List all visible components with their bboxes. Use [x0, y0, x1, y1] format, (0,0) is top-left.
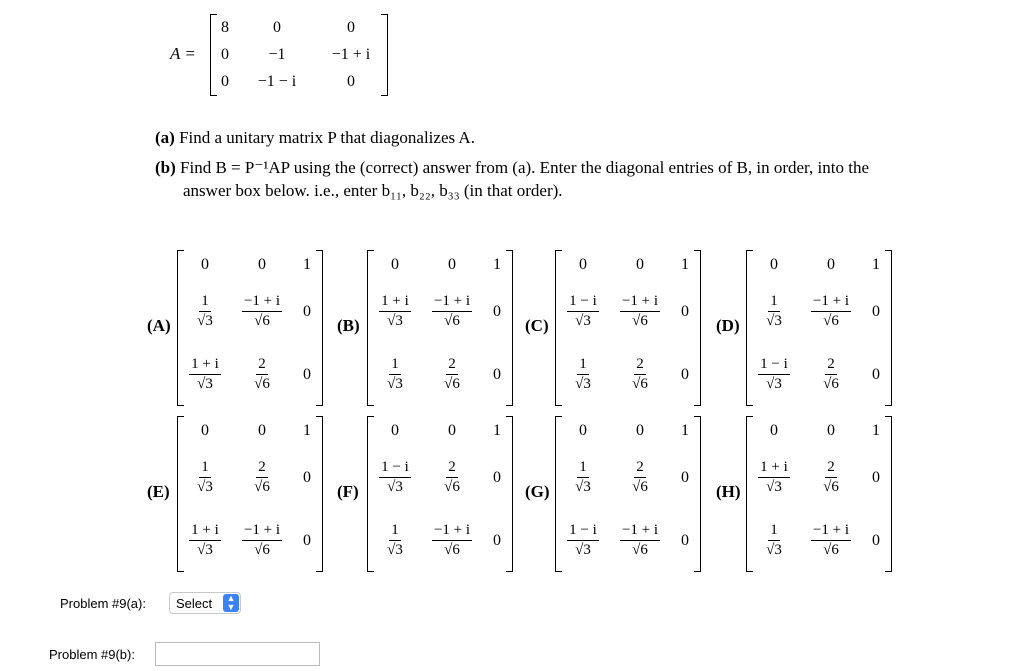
option-matrix-entry: 0: [493, 365, 501, 383]
option-matrix-entry: 1: [681, 422, 689, 439]
option-matrix-entry: $\frac{1 - i}{√3}$: [760, 356, 788, 392]
option-matrix-entry: $\frac{1}{√3}$: [387, 522, 403, 558]
question-b: [155, 157, 1020, 179]
option-matrix-entry: $\frac{1 + i}{√3}$: [760, 459, 788, 495]
option-matrix-entry: 1: [303, 256, 311, 273]
option-matrix-entry: $\frac{1}{√3}$: [766, 522, 782, 558]
option-matrix-entry: 0: [872, 365, 880, 383]
question-b-tag: (b): [155, 158, 176, 177]
option-matrix-entry: $\frac{1}{√3}$: [575, 459, 591, 495]
problem-9b-label: Problem #9(b):: [49, 647, 135, 662]
option-matrix-entry: 0: [872, 468, 880, 486]
option-matrix-entry: 0: [391, 422, 399, 439]
option-matrix-entry: $\frac{2}{√6}$: [444, 356, 460, 392]
question-b-line2: [183, 180, 563, 202]
option-matrix-entry: 0: [872, 531, 880, 549]
option-matrix-entry: $\frac{1}{√3}$: [766, 293, 782, 329]
option-label: (F): [337, 482, 359, 501]
option-matrix-entry: $\frac{-1 + i}{√6}$: [812, 522, 850, 558]
option-matrix-entry: 0: [258, 256, 266, 273]
option-matrix-entry: 0: [770, 422, 778, 439]
option-matrix: [177, 416, 323, 572]
option-matrix-entry: 0: [303, 531, 311, 549]
option-matrix-entry: 1: [493, 256, 501, 273]
option-matrix-entry: 1: [681, 256, 689, 273]
option-matrix-entry: 0: [681, 302, 689, 320]
option-matrix-entry: 0: [681, 365, 689, 383]
option-matrix-entry: $\frac{-1 + i}{√6}$: [433, 522, 471, 558]
option-matrix-entry: 0: [258, 422, 266, 439]
option-matrix-entry: 1: [872, 256, 880, 273]
option-matrix-entry: 0: [303, 468, 311, 486]
option-matrix-entry: 0: [636, 256, 644, 273]
matrix-a-label: A =: [170, 44, 196, 63]
matrix-a-entry: −1 − i: [257, 73, 297, 91]
question-a-text: Find a unitary matrix P that diagonalizes A.: [179, 128, 475, 147]
option-matrix-entry: 0: [636, 422, 644, 439]
option-matrix-entry: 0: [303, 365, 311, 383]
question-b-text-line1: Find B = P⁻¹AP using the (correct) answer from (a). Enter the diagonal entries of B, in order, into the: [180, 158, 869, 177]
option-matrix-entry: 0: [681, 468, 689, 486]
option-matrix-entry: $\frac{1 - i}{√3}$: [381, 459, 409, 495]
option-matrix-entry: 1: [493, 422, 501, 439]
matrix-a-entry: 0: [221, 45, 229, 63]
matrix-a-entry: −1 + i: [331, 45, 371, 63]
option-matrix: [555, 250, 701, 406]
question-a-tag: (a): [155, 128, 175, 147]
option-matrix-entry: $\frac{-1 + i}{√6}$: [621, 522, 659, 558]
option-matrix-entry: 0: [303, 302, 311, 320]
matrix-a-entry: 0: [273, 18, 281, 36]
option-matrix-entry: $\frac{1 + i}{√3}$: [191, 356, 219, 392]
option-matrix-entry: $\frac{2}{√6}$: [632, 459, 648, 495]
matrix-a-entry: 0: [221, 73, 229, 91]
option-matrix-entry: $\frac{2}{√6}$: [632, 356, 648, 392]
select-arrows-icon: ▲ ▼: [223, 594, 239, 612]
option-matrix: [177, 250, 323, 406]
option-matrix-entry: $\frac{-1 + i}{√6}$: [621, 293, 659, 329]
option-matrix-entry: 0: [872, 302, 880, 320]
option-label: (E): [147, 482, 170, 501]
option-matrix: [367, 250, 513, 406]
option-matrix-entry: $\frac{-1 + i}{√6}$: [243, 522, 281, 558]
option-matrix-entry: $\frac{1 - i}{√3}$: [569, 522, 597, 558]
option-matrix-entry: 0: [201, 422, 209, 439]
option-matrix-entry: 0: [493, 468, 501, 486]
option-matrix-entry: 0: [448, 422, 456, 439]
matrix-a-entry: 8: [221, 18, 229, 36]
option-matrix-entry: $\frac{-1 + i}{√6}$: [812, 293, 850, 329]
option-matrix: [746, 250, 892, 406]
option-matrix-entry: 0: [827, 256, 835, 273]
option-matrix-entry: 0: [201, 256, 209, 273]
option-matrix-entry: $\frac{1}{√3}$: [387, 356, 403, 392]
problem-9a-label: Problem #9(a):: [60, 596, 146, 611]
question-a: [155, 127, 475, 149]
option-matrix-entry: 1: [303, 422, 311, 439]
option-matrix-entry: 0: [448, 256, 456, 273]
select-value: Select: [176, 595, 213, 611]
option-label: (C): [525, 316, 549, 335]
option-matrix-entry: 0: [493, 531, 501, 549]
option-label: (H): [716, 482, 741, 501]
problem-9b-input[interactable]: [155, 642, 320, 666]
problem-9a-select[interactable]: [169, 592, 241, 614]
matrix-a-entry: −1: [268, 45, 286, 63]
option-matrix: [746, 416, 892, 572]
option-label: (B): [337, 316, 360, 335]
option-matrix-entry: $\frac{2}{√6}$: [823, 459, 839, 495]
option-matrix-entry: 1: [872, 422, 880, 439]
option-matrix-entry: 0: [493, 302, 501, 320]
option-matrix-entry: $\frac{1 + i}{√3}$: [191, 522, 219, 558]
option-matrix-entry: $\frac{1 + i}{√3}$: [381, 293, 409, 329]
option-matrix-entry: $\frac{2}{√6}$: [444, 459, 460, 495]
option-matrix: [367, 416, 513, 572]
option-label: (G): [525, 482, 550, 501]
option-matrix-entry: $\frac{2}{√6}$: [823, 356, 839, 392]
option-matrix-entry: $\frac{1}{√3}$: [197, 293, 213, 329]
matrix-a-entry: 0: [347, 73, 355, 91]
option-matrix-entry: 0: [391, 256, 399, 273]
option-matrix-entry: 0: [770, 256, 778, 273]
option-matrix-entry: 0: [579, 422, 587, 439]
option-matrix-entry: 0: [579, 256, 587, 273]
option-matrix-entry: $\frac{1}{√3}$: [575, 356, 591, 392]
option-label: (A): [147, 316, 171, 335]
option-matrix-entry: $\frac{2}{√6}$: [254, 459, 270, 495]
matrix-a-entry: 0: [347, 18, 355, 36]
question-b-text-line2: answer box below. i.e., enter b₁₁, b₂₂, b₃₃ (in that order).: [183, 181, 563, 200]
option-matrix-entry: $\frac{1 - i}{√3}$: [569, 293, 597, 329]
option-matrix-entry: 0: [827, 422, 835, 439]
option-matrix-entry: $\frac{-1 + i}{√6}$: [243, 293, 281, 329]
option-label: (D): [716, 316, 740, 335]
option-matrix-entry: $\frac{2}{√6}$: [254, 356, 270, 392]
option-matrix-entry: $\frac{-1 + i}{√6}$: [433, 293, 471, 329]
option-matrix-entry: $\frac{1}{√3}$: [197, 459, 213, 495]
option-matrix-entry: 0: [681, 531, 689, 549]
matrix-a: [210, 14, 388, 96]
option-matrix: [555, 416, 701, 572]
